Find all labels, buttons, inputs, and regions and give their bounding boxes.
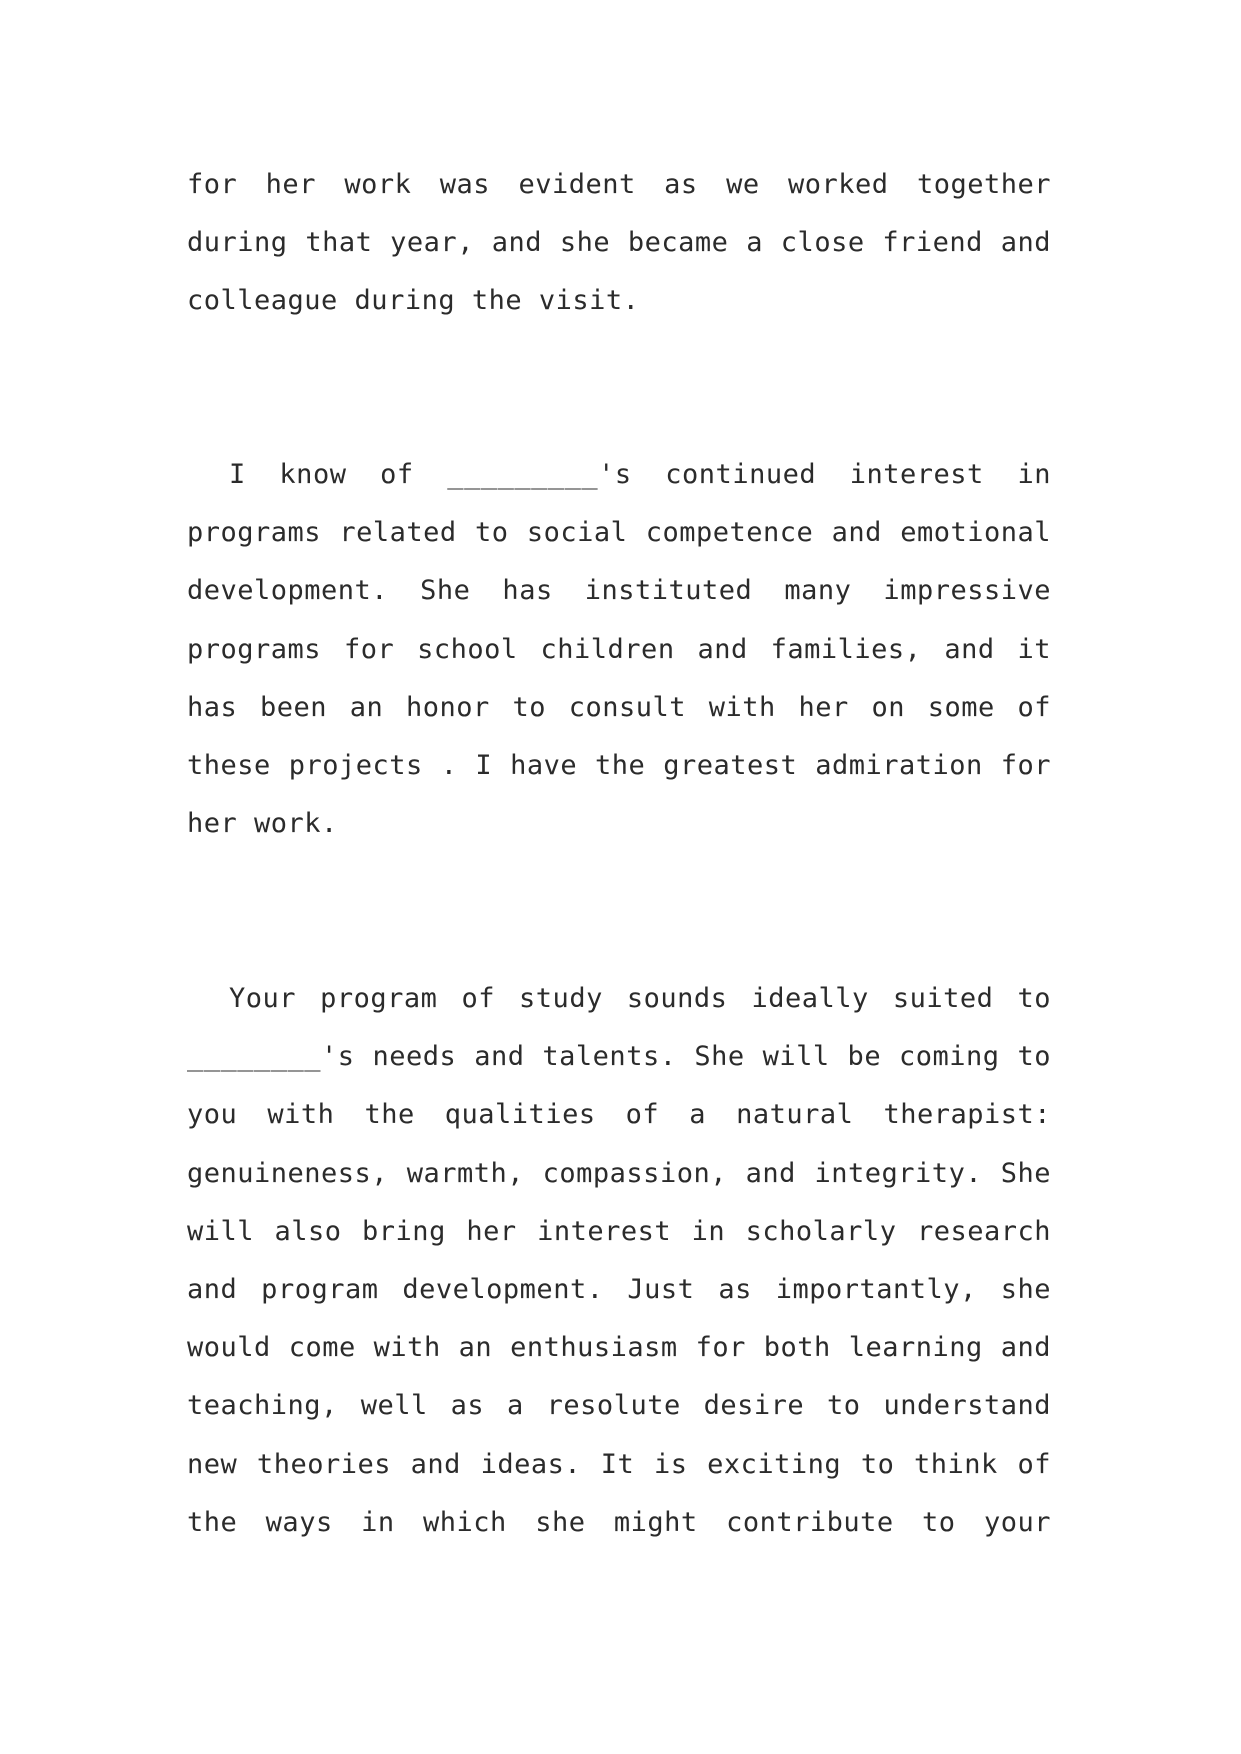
paragraph-line: ________'s needs and talents. She will be coming to bbox=[187, 1041, 1051, 1073]
paragraph-line: genuineness, warmth, compassion, and integrity. She bbox=[187, 1157, 1051, 1189]
paragraph-line: would come with an enthusiasm for both learning and bbox=[187, 1332, 1051, 1364]
paragraph-interest bbox=[187, 446, 1051, 853]
paragraph-line: programs for school children and families, and it bbox=[187, 633, 1051, 665]
paragraph-line: will also bring her interest in scholarly research bbox=[187, 1215, 1051, 1247]
paragraph-line: development. She has instituted many impressive bbox=[187, 575, 1051, 607]
paragraph-line: new theories and ideas. It is exciting to think of bbox=[187, 1448, 1051, 1480]
paragraph-line: the ways in which she might contribute to your bbox=[187, 1506, 1051, 1538]
paragraph-continuation bbox=[187, 156, 1051, 331]
paragraph-line: during that year, and she became a close friend and bbox=[187, 227, 1051, 259]
paragraph-line: has been an honor to consult with her on some of bbox=[187, 691, 1051, 723]
paragraph-line: for her work was evident as we worked together bbox=[187, 169, 1051, 200]
paragraph-line: and program development. Just as importantly, she bbox=[187, 1273, 1051, 1305]
paragraph-line: her work. bbox=[187, 808, 338, 840]
paragraph-line: teaching, well as a resolute desire to understand bbox=[187, 1390, 1051, 1422]
paragraph-line: colleague during the visit. bbox=[187, 285, 640, 317]
paragraph-program bbox=[187, 970, 1051, 1552]
paragraph-line: these projects . I have the greatest admiration for bbox=[187, 749, 1051, 781]
paragraph-line: Your program of study sounds ideally suited to bbox=[229, 983, 1051, 1014]
paragraph-line: I know of _________'s continued interest in bbox=[229, 459, 1051, 490]
paragraph-line: you with the qualities of a natural therapist: bbox=[187, 1099, 1051, 1131]
paragraph-line: programs related to social competence and emotional bbox=[187, 517, 1051, 549]
